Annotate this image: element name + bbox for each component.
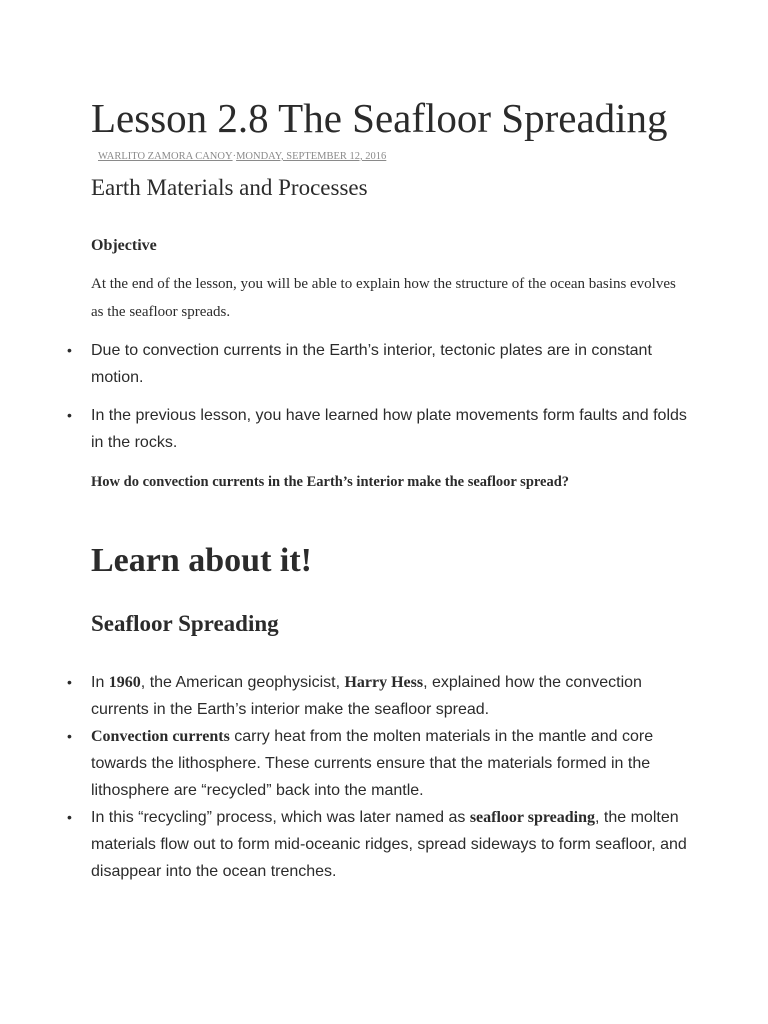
author-link[interactable]: WARLITO ZAMORA CANOY <box>98 151 233 162</box>
bullet-icon: • <box>67 809 72 825</box>
list-item-text: In <box>91 674 109 691</box>
term-highlight: seafloor spreading <box>469 809 596 826</box>
page-title: Lesson 2.8 The Seafloor Spreading <box>91 95 668 141</box>
meta-separator: · <box>232 151 237 162</box>
list-item <box>67 337 691 391</box>
list-item-text: , the molten materials flow out to form mid-oceanic ridges, spread sideways to form seafloor, and disappear into the ocean trenches. <box>91 809 687 880</box>
bullet-icon: • <box>67 342 72 358</box>
list-item-text: Due to convection currents in the Earth’s interior, tectonic plates are in constant motion. <box>91 342 652 386</box>
guiding-question: How do convection currents in the Earth’s interior make the seafloor spread? <box>91 474 570 490</box>
list-item-text: In this “recycling” process, which was later named as <box>91 809 470 826</box>
objective-text: At the end of the lesson, you will be able to explain how the structure of the ocean basins evolves as the seafloor spreads. <box>91 276 676 320</box>
list-item <box>67 402 691 456</box>
list-item <box>67 723 691 804</box>
list-item-text: In the previous lesson, you have learned how plate movements form faults and folds in the rocks. <box>91 407 687 451</box>
name-highlight: Harry Hess <box>344 674 424 691</box>
bullet-icon: • <box>67 674 72 690</box>
subject-heading: Earth Materials and Processes <box>91 175 368 200</box>
intro-bullet-list <box>67 337 691 456</box>
section-heading: Seafloor Spreading <box>91 611 279 636</box>
post-meta <box>98 150 386 164</box>
date-link[interactable]: MONDAY, SEPTEMBER 12, 2016 <box>236 151 387 162</box>
list-item-text: , explained how the convection currents in the Earth’s interior make the seafloor spread. <box>91 674 642 718</box>
list-item <box>67 804 691 885</box>
term-highlight: Convection currents <box>91 728 230 745</box>
year-highlight: 1960 <box>108 674 141 691</box>
section-bullet-list <box>67 669 691 885</box>
list-item <box>67 669 691 723</box>
list-item-text: , the American geophysicist, <box>140 674 345 691</box>
bullet-icon: • <box>67 407 72 423</box>
objective-label: Objective <box>91 237 157 254</box>
bullet-icon: • <box>67 728 72 744</box>
learn-heading: Learn about it! <box>91 542 312 579</box>
list-item-text: carry heat from the molten materials in the mantle and core towards the lithosphere. These currents ensure that the materials formed in the lithosphere are “recycled” back into the mantle. <box>91 728 654 799</box>
